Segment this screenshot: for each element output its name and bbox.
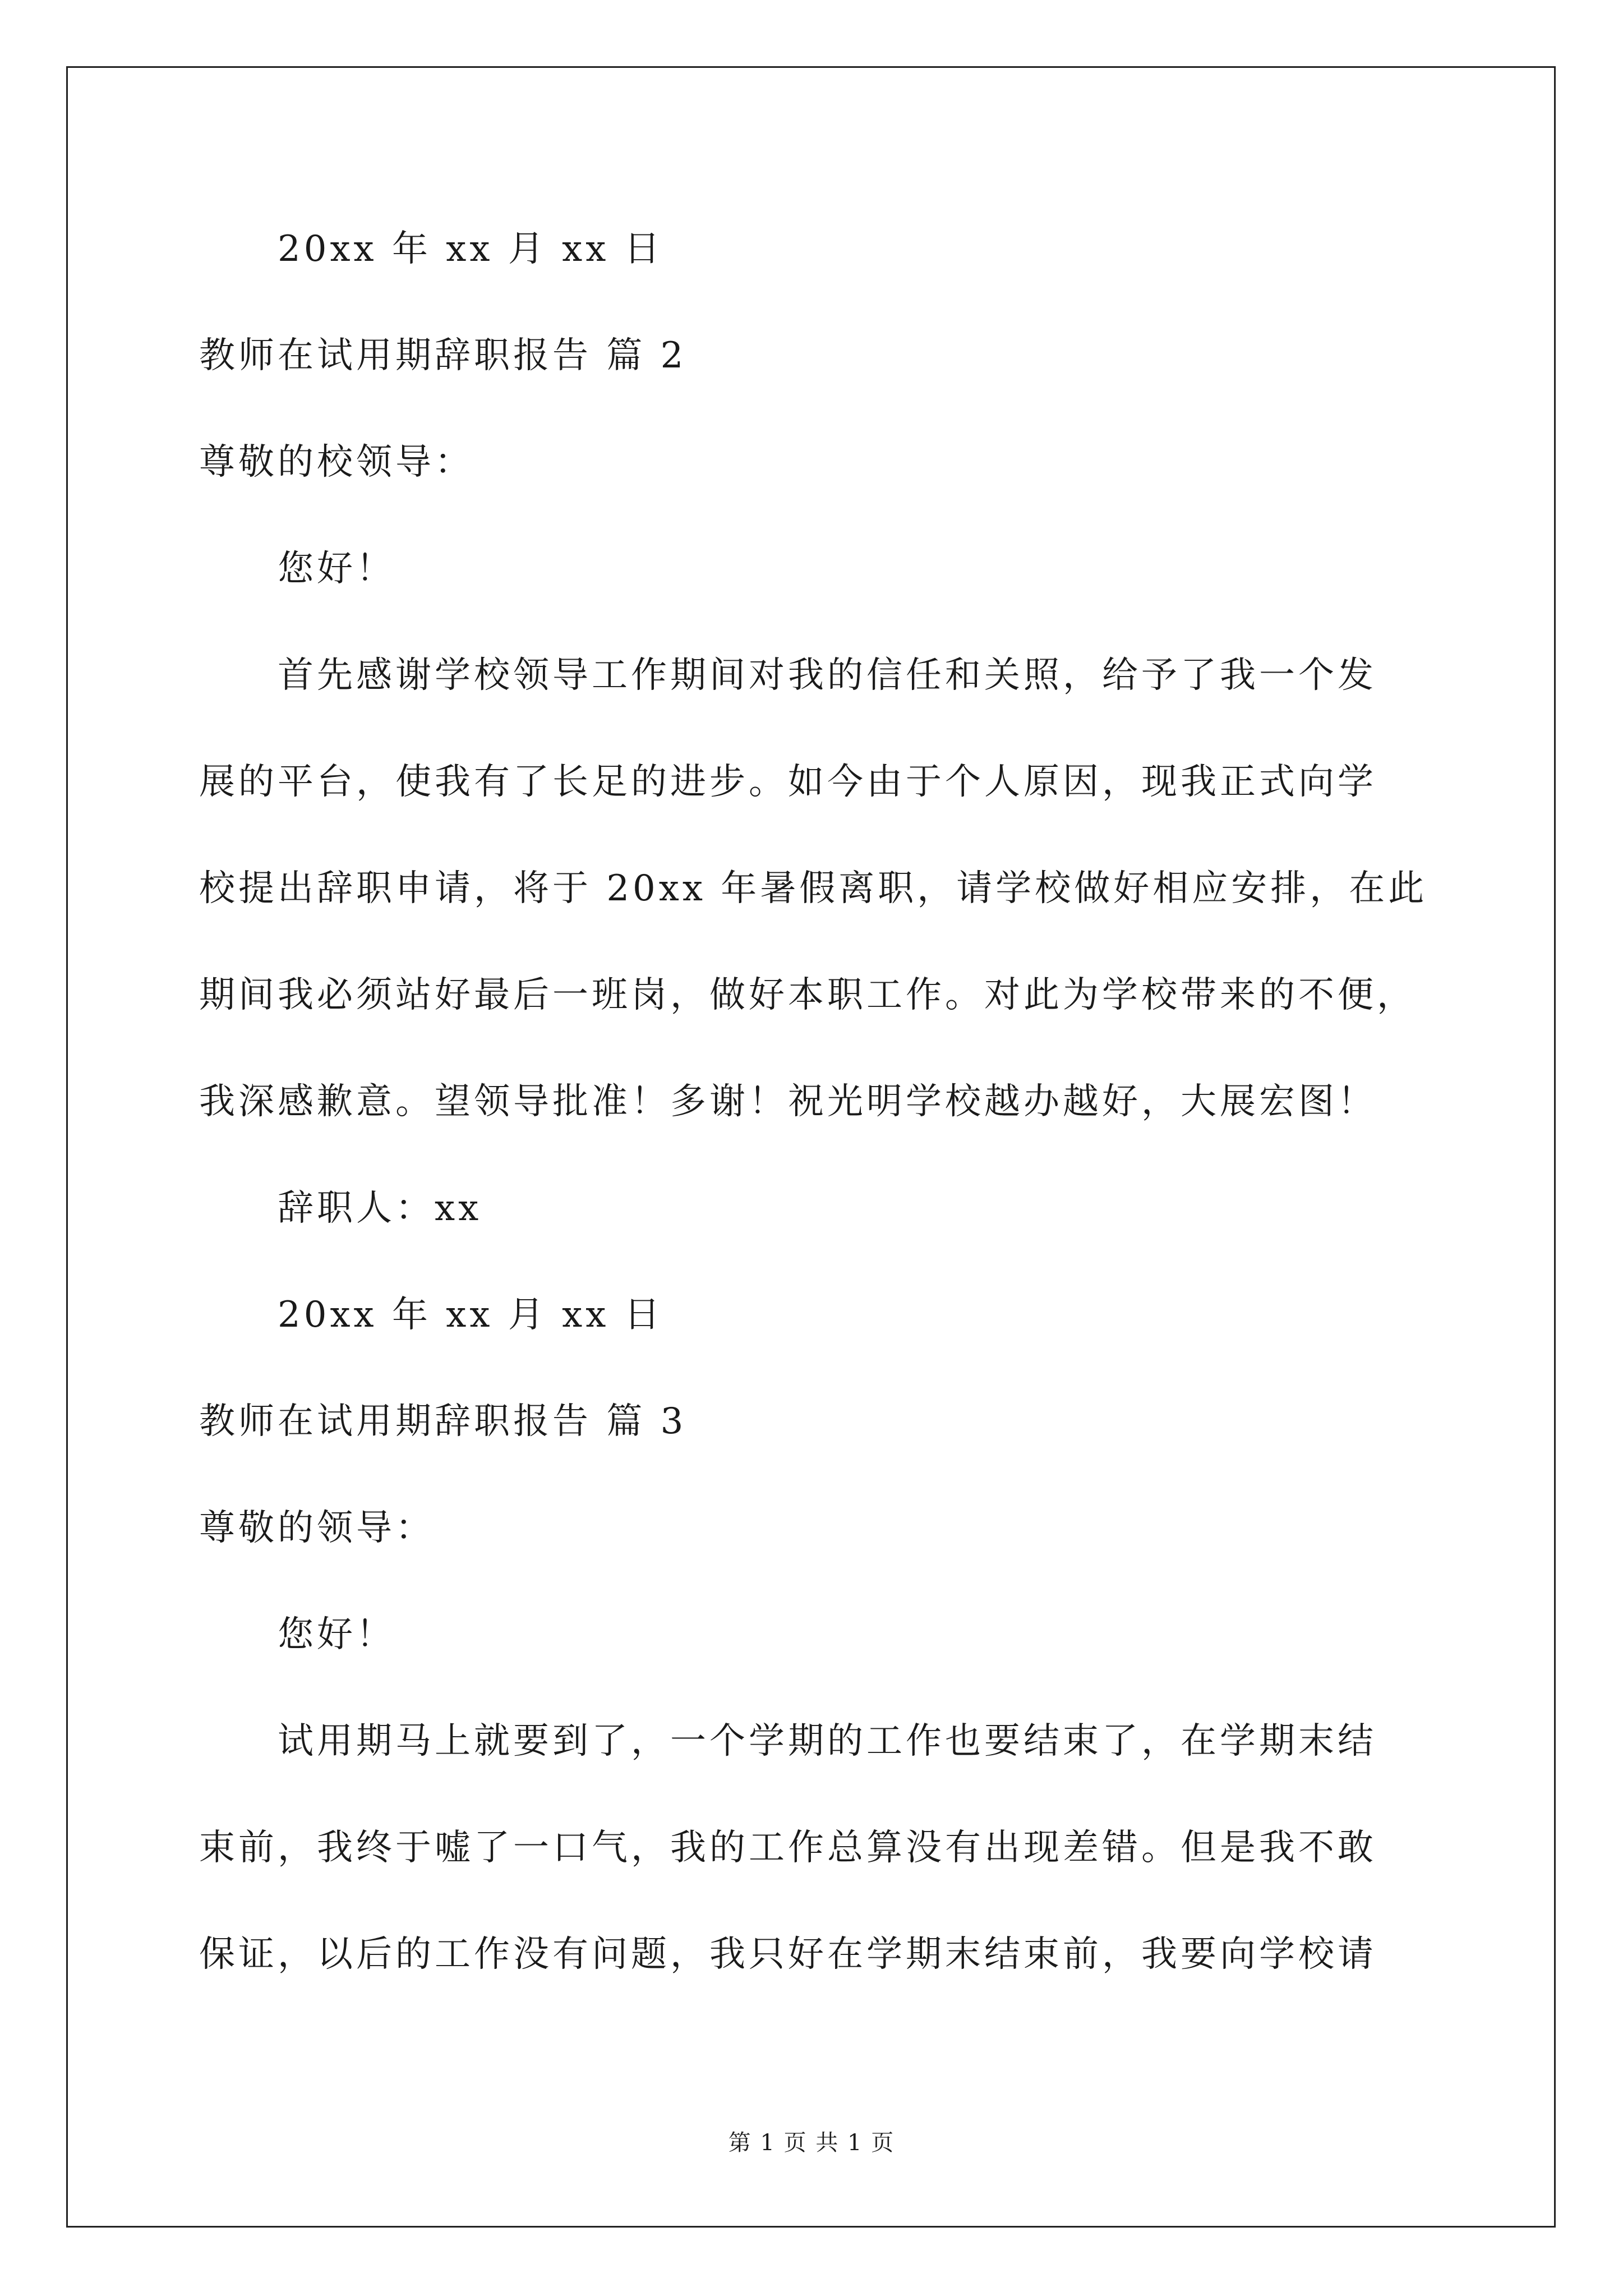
paragraph-line: 保证，以后的工作没有问题，我只好在学期末结束前，我要向学校请 <box>199 1934 1377 1975</box>
page-number-footer: 第 1 页 共 1 页 <box>728 2130 895 2156</box>
salutation: 尊敬的校领导： <box>199 441 474 483</box>
date-line: 20xx 年 xx 月 xx 日 <box>278 228 663 270</box>
section-heading: 教师在试用期辞职报告 篇 3 <box>199 1401 687 1442</box>
date-line: 20xx 年 xx 月 xx 日 <box>278 1294 663 1336</box>
paragraph-line: 展的平台，使我有了长足的进步。如今由于个人原因，现我正式向学 <box>199 761 1377 803</box>
paragraph-line: 我深感歉意。望领导批准！多谢！祝光明学校越办越好，大展宏图！ <box>199 1081 1377 1122</box>
paragraph-line: 期间我必须站好最后一班岗，做好本职工作。对此为学校带来的不便， <box>199 974 1416 1016</box>
paragraph-line: 束前，我终于嘘了一口气，我的工作总算没有出现差错。但是我不敢 <box>199 1827 1377 1869</box>
section-heading: 教师在试用期辞职报告 篇 2 <box>199 335 687 376</box>
signature-line: 辞职人：xx <box>278 1188 482 1229</box>
paragraph-line: 首先感谢学校领导工作期间对我的信任和关照，给予了我一个发 <box>278 655 1377 696</box>
greeting: 您好！ <box>278 1614 395 1655</box>
greeting: 您好！ <box>278 548 395 590</box>
paragraph-line: 试用期马上就要到了，一个学期的工作也要结束了，在学期末结 <box>278 1720 1377 1762</box>
page-border <box>66 66 1556 2228</box>
paragraph-line: 校提出辞职申请，将于 20xx 年暑假离职，请学校做好相应安排，在此 <box>199 868 1428 909</box>
salutation: 尊敬的领导： <box>199 1507 435 1549</box>
